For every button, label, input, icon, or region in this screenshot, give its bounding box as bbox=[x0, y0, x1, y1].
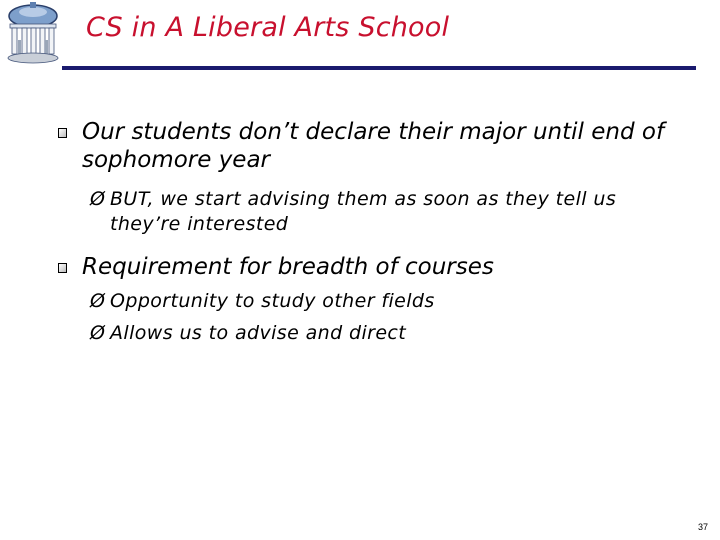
bullet-2-text: Requirement for breadth of courses bbox=[82, 254, 494, 280]
title-underline bbox=[62, 66, 696, 70]
subbullet-2-1-text: Opportunity to study other fields bbox=[110, 290, 435, 312]
arrow-bullet-icon: Ø bbox=[90, 188, 106, 210]
subbullet-2-2 bbox=[90, 321, 690, 346]
subbullet-1-1 bbox=[90, 187, 690, 237]
bullet-2 bbox=[58, 253, 698, 281]
subbullet-2-2-text: Allows us to advise and direct bbox=[110, 322, 407, 344]
square-bullet-icon bbox=[58, 128, 67, 138]
arrow-bullet-icon: Ø bbox=[90, 322, 106, 344]
bullet-1 bbox=[58, 118, 698, 174]
subbullet-2-1 bbox=[90, 289, 690, 314]
page-number: 37 bbox=[697, 522, 708, 532]
old-well-icon bbox=[4, 2, 62, 64]
bullet-1-text: Our students don’t declare their major until end of sophomore year bbox=[82, 119, 665, 173]
subbullet-1-1-text: BUT, we start advising them as soon as they tell us they’re interested bbox=[110, 188, 617, 235]
square-bullet-icon bbox=[58, 263, 67, 273]
slide-title: CS in A Liberal Arts School bbox=[86, 12, 450, 43]
arrow-bullet-icon: Ø bbox=[90, 290, 106, 312]
